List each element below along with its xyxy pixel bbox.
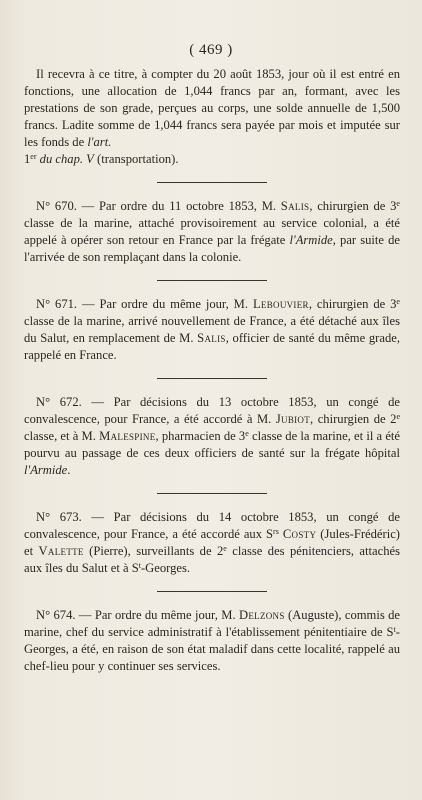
entry-text: (Jules-Frédéric) et — [24, 527, 400, 558]
intro-text-end: (transportation). — [93, 152, 179, 166]
page-number: ( 469 ) — [189, 42, 233, 58]
intro-ref-art: l'art. — [87, 135, 112, 149]
entry-number: N° 670. — [36, 199, 77, 213]
person-name: Salis — [280, 199, 310, 213]
entry-text: (Pierre), surveillants de 2 — [83, 544, 224, 558]
intro-ref-num: 1 — [24, 152, 31, 166]
entry-text: classe de la marine, attaché provisoirement au service colonial, a été appelé à opérer son retour en France par la frégate — [24, 216, 400, 247]
entry-number: N° 672. — [36, 395, 82, 409]
entry-671 — [24, 296, 400, 364]
intro-ref-sup: er — [30, 152, 37, 161]
intro-text: Il recevra à ce titre, à compter du 20 août 1853, jour où il est entré en fonctions, une allocation de 1,044 francs par an, formant, avec les prestations de son grade, perçues au corps, une solde annuelle de 1,500 francs. Ladite somme de 1,044 francs sera payée par mois et imputée sur les fonds de — [24, 67, 400, 149]
superscript: e — [223, 544, 227, 553]
superscript: e — [245, 429, 249, 438]
entry-670 — [24, 198, 400, 266]
superscript: t — [138, 561, 141, 570]
entry-674 — [24, 607, 400, 675]
entry-text: classe des pénitenciers, attachés aux îles du Salut et à S — [24, 544, 400, 575]
entry-number: N° 674. — [36, 608, 76, 622]
entry-text: -Georges, a été, en raison de son état maladif dans cette localité, rappelé au chef-lieu pour y continuer ses services. — [24, 625, 400, 673]
person-name: Salis — [197, 331, 226, 345]
intro-ref-chap: du chap. V — [36, 152, 94, 166]
entry-text: , chirurgien de 3 — [309, 199, 397, 213]
person-name: Lebouvier — [252, 297, 309, 311]
section-divider — [157, 182, 267, 183]
person-name: Valette — [38, 544, 84, 558]
entry-text: — Par décisions du 14 octobre 1853, un congé de convalescence, pour France, a été accordé aux S — [24, 510, 400, 541]
section-divider — [157, 378, 267, 379]
entry-672 — [24, 394, 400, 479]
person-name: Costy — [282, 527, 317, 541]
entry-text: — Par ordre du même jour, M. — [75, 608, 239, 622]
entry-text: classe, et à M. — [24, 429, 100, 443]
entry-text: — Par ordre du 11 octobre 1853, M. — [76, 199, 281, 213]
entry-text: — Par décisions du 13 octobre 1853, un congé de convalescence, pour France, a été accordé à M. — [24, 395, 400, 426]
entry-number: N° 673. — [36, 510, 82, 524]
entry-text: , chirurgien de 3 — [308, 297, 397, 311]
person-name: Delzons — [238, 608, 285, 622]
entry-number: N° 671. — [36, 297, 78, 311]
entry-673 — [24, 509, 400, 577]
superscript: e — [396, 199, 400, 208]
person-name: Malespine — [99, 429, 156, 443]
intro-paragraph — [24, 66, 400, 168]
ship-name: l'Armide — [289, 233, 333, 247]
entry-text: classe de la marine, et il a été pourvu au passage de ces deux officiers de santé sur la frégate hôpital — [24, 429, 401, 460]
superscript: t — [393, 625, 396, 634]
page-body — [24, 66, 400, 675]
ship-name: l'Armide — [24, 463, 68, 477]
superscript: e — [396, 412, 400, 421]
entry-text: , officier de santé du même grade, rappelé en France. — [24, 331, 400, 362]
entry-text: classe de la marine, arrivé nouvellement de France, a été détaché aux îles du Salut, en remplacement de M. — [24, 314, 400, 345]
entry-text: . — [67, 463, 71, 477]
entry-text: -Georges. — [140, 561, 191, 575]
superscript: rs — [273, 527, 279, 536]
section-divider — [157, 493, 267, 494]
section-divider — [157, 591, 267, 592]
entry-text: (Auguste), commis de marine, chef du service administratif à l'établissement pénitentiaire de S — [24, 608, 400, 639]
entry-text: , chirurgien de 2 — [310, 412, 397, 426]
entry-text: , pharmacien de 3 — [155, 429, 246, 443]
superscript: e — [396, 297, 400, 306]
entry-text: , par suite de l'arrivée de son remplaçant dans la colonie. — [24, 233, 400, 264]
entry-text: — Par ordre du même jour, M. — [77, 297, 253, 311]
section-divider — [157, 280, 267, 281]
person-name: Jubiot — [275, 412, 311, 426]
